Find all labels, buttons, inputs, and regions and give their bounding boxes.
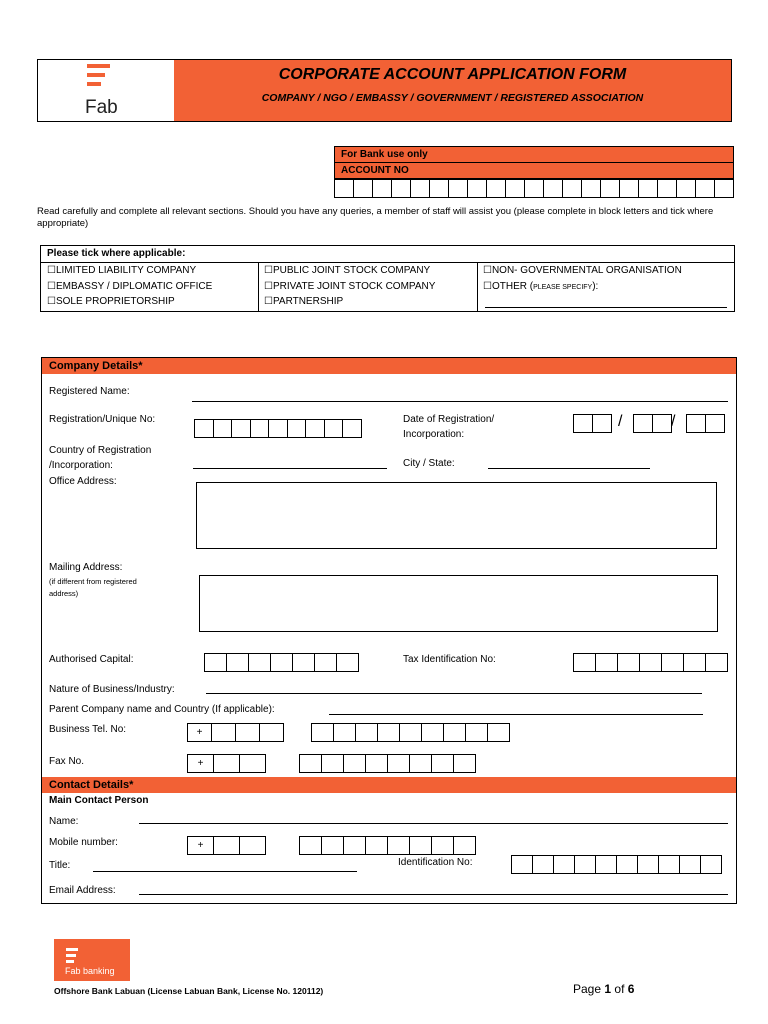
city-field[interactable] bbox=[488, 468, 650, 469]
tel-num-cell[interactable] bbox=[377, 723, 400, 742]
id-cells-cell[interactable] bbox=[700, 855, 722, 874]
fab-logo-icon-bar3 bbox=[87, 82, 101, 86]
date-reg-label-2: Incorporation: bbox=[403, 429, 465, 440]
city-label: City / State: bbox=[403, 458, 455, 469]
parent-field[interactable] bbox=[329, 714, 703, 715]
tax-cells-cell[interactable] bbox=[639, 653, 662, 672]
tax-cells-cell[interactable] bbox=[595, 653, 618, 672]
tax-cells-cell[interactable] bbox=[573, 653, 596, 672]
acct-cells-cell[interactable] bbox=[543, 179, 563, 198]
nature-label: Nature of Business/Industry: bbox=[49, 684, 175, 695]
country-label-1: Country of Registration bbox=[49, 445, 152, 456]
footer-logo-icon-bar2 bbox=[66, 954, 76, 957]
cap-cells-cell[interactable] bbox=[292, 653, 315, 672]
mailing-note-2: address) bbox=[49, 589, 79, 598]
tel-num-cell[interactable] bbox=[465, 723, 488, 742]
registration-no-cells[interactable] bbox=[195, 419, 362, 438]
acct-cells-cell[interactable] bbox=[467, 179, 487, 198]
reg-cells-cell[interactable] bbox=[250, 419, 270, 438]
tax-id-label: Tax Identification No: bbox=[403, 654, 496, 665]
reg-cells-cell[interactable] bbox=[268, 419, 288, 438]
footer-logo-icon-bar3 bbox=[66, 960, 74, 963]
country-label-2: /Incorporation: bbox=[49, 460, 113, 471]
id-cells-cell[interactable] bbox=[553, 855, 575, 874]
id-cells-cell[interactable] bbox=[616, 855, 638, 874]
date-year-cells[interactable] bbox=[687, 414, 725, 433]
title-field[interactable] bbox=[93, 871, 357, 872]
mob-num-cell[interactable] bbox=[387, 836, 410, 855]
tel-number-cells[interactable] bbox=[312, 723, 510, 742]
mailing-address-field[interactable] bbox=[199, 575, 718, 632]
date-m-cell[interactable] bbox=[633, 414, 653, 433]
company-details-heading: Company Details* bbox=[42, 358, 736, 374]
fax-number-cells[interactable] bbox=[300, 754, 476, 773]
intro-text: Read carefully and complete all relevant sections. Should you have any queries, a member of staff will assist you (please complete in block letters and tick where appropriate) bbox=[37, 206, 714, 229]
tel-code-cell[interactable] bbox=[235, 723, 260, 742]
checkbox-llc[interactable]: ☐LIMITED LIABILITY COMPANY bbox=[47, 265, 197, 276]
fax-num-cell[interactable] bbox=[365, 754, 388, 773]
date-d-cell[interactable] bbox=[573, 414, 593, 433]
mob-num-cell[interactable] bbox=[453, 836, 476, 855]
tax-cells-cell[interactable] bbox=[661, 653, 684, 672]
email-label: Email Address: bbox=[49, 885, 116, 896]
tax-cells-cell[interactable] bbox=[705, 653, 728, 672]
fax-code-cell[interactable] bbox=[239, 754, 266, 773]
reg-cells-cell[interactable] bbox=[287, 419, 307, 438]
reg-cells-cell[interactable] bbox=[194, 419, 214, 438]
checkbox-sole-prop[interactable]: ☐SOLE PROPRIETORSHIP bbox=[47, 296, 175, 307]
acct-cells-cell[interactable] bbox=[334, 179, 354, 198]
checkbox-other[interactable] bbox=[483, 281, 598, 292]
header-logo-box bbox=[37, 59, 175, 122]
other-label-end: ): bbox=[592, 281, 599, 292]
acct-cells-cell[interactable] bbox=[505, 179, 525, 198]
footer-bank-info: Offshore Bank Labuan (License Labuan Bank, License No. 120112) bbox=[54, 986, 324, 996]
cap-cells-cell[interactable] bbox=[336, 653, 359, 672]
checkbox-private-jsc[interactable]: ☐PRIVATE JOINT STOCK COMPANY bbox=[264, 281, 436, 292]
acct-cells-cell[interactable] bbox=[524, 179, 544, 198]
main-contact-label: Main Contact Person bbox=[49, 795, 149, 806]
form-title: CORPORATE ACCOUNT APPLICATION FORM bbox=[278, 66, 627, 83]
id-cells-cell[interactable] bbox=[511, 855, 533, 874]
mob-num-cell[interactable] bbox=[299, 836, 322, 855]
account-no-label: ACCOUNT NO bbox=[335, 163, 733, 179]
registration-no-label: Registration/Unique No: bbox=[49, 414, 156, 425]
tel-code-cell[interactable] bbox=[211, 723, 236, 742]
acct-cells-cell[interactable] bbox=[429, 179, 449, 198]
checkbox-ngo[interactable]: ☐NON- GOVERNMENTAL ORGANISATION bbox=[483, 265, 682, 276]
reg-cells-cell[interactable] bbox=[324, 419, 344, 438]
mailing-note-1: (if different from registered bbox=[49, 577, 137, 586]
nature-field[interactable] bbox=[206, 693, 702, 694]
mailing-address-label: Mailing Address: bbox=[49, 562, 123, 573]
reg-cells-cell[interactable] bbox=[305, 419, 325, 438]
page-number: 1 bbox=[604, 982, 612, 996]
date-day-cells[interactable] bbox=[574, 414, 612, 433]
acct-cells-cell[interactable] bbox=[581, 179, 601, 198]
registered-name-label: Registered Name: bbox=[49, 386, 130, 397]
date-d-cell[interactable] bbox=[592, 414, 612, 433]
date-slash-1: / bbox=[618, 413, 623, 430]
acct-cells-cell[interactable] bbox=[714, 179, 734, 198]
office-address-label: Office Address: bbox=[49, 476, 117, 487]
date-month-cells[interactable] bbox=[634, 414, 672, 433]
tax-cells-cell[interactable] bbox=[617, 653, 640, 672]
reg-cells-cell[interactable] bbox=[231, 419, 251, 438]
acct-cells-cell[interactable] bbox=[410, 179, 430, 198]
date-y-cell[interactable] bbox=[705, 414, 725, 433]
footer-logo-icon bbox=[66, 948, 78, 951]
id-no-cells[interactable] bbox=[512, 855, 722, 874]
mobile-number-cells[interactable] bbox=[300, 836, 476, 855]
reg-cells-cell[interactable] bbox=[213, 419, 233, 438]
tel-num-cell[interactable] bbox=[421, 723, 444, 742]
tel-code-cell[interactable] bbox=[259, 723, 284, 742]
mob-num-cell[interactable] bbox=[321, 836, 344, 855]
title-label: Title: bbox=[49, 860, 71, 871]
capital-cells[interactable] bbox=[205, 653, 359, 672]
parent-label: Parent Company name and Country (If applicable): bbox=[49, 704, 275, 715]
fax-label: Fax No. bbox=[49, 756, 85, 767]
capital-label: Authorised Capital: bbox=[49, 654, 134, 665]
acct-cells-cell[interactable] bbox=[391, 179, 411, 198]
mobile-label: Mobile number: bbox=[49, 837, 118, 848]
acct-cells-cell[interactable] bbox=[638, 179, 658, 198]
fax-num-cell[interactable] bbox=[409, 754, 432, 773]
tel-label: Business Tel. No: bbox=[49, 724, 127, 735]
fax-code-cell[interactable]: + bbox=[187, 754, 214, 773]
id-cells-cell[interactable] bbox=[637, 855, 659, 874]
cap-cells-cell[interactable] bbox=[314, 653, 337, 672]
checkbox-partnership[interactable]: ☐PARTNERSHIP bbox=[264, 296, 344, 307]
fax-code-cells[interactable] bbox=[188, 754, 266, 773]
tel-num-cell[interactable] bbox=[311, 723, 334, 742]
acct-cells-cell[interactable] bbox=[486, 179, 506, 198]
cap-cells-cell[interactable] bbox=[226, 653, 249, 672]
footer-logo bbox=[54, 939, 130, 981]
id-no-label: Identification No: bbox=[398, 857, 473, 868]
acct-cells-cell[interactable] bbox=[600, 179, 620, 198]
contact-name-label: Name: bbox=[49, 816, 79, 827]
page-indicator bbox=[573, 982, 634, 996]
tax-cells-cell[interactable] bbox=[683, 653, 706, 672]
id-cells-cell[interactable] bbox=[595, 855, 617, 874]
tel-num-cell[interactable] bbox=[333, 723, 356, 742]
fax-num-cell[interactable] bbox=[343, 754, 366, 773]
acct-cells-cell[interactable] bbox=[695, 179, 715, 198]
fab-logo-icon bbox=[87, 64, 110, 68]
tax-id-cells[interactable] bbox=[574, 653, 728, 672]
fax-num-cell[interactable] bbox=[299, 754, 322, 773]
tel-code-cell[interactable]: + bbox=[187, 723, 212, 742]
id-cells-cell[interactable] bbox=[574, 855, 596, 874]
fab-logo-icon-bar2 bbox=[87, 73, 105, 77]
office-address-field[interactable] bbox=[196, 482, 717, 549]
tel-code-cells[interactable] bbox=[188, 723, 284, 742]
mob-num-cell[interactable] bbox=[365, 836, 388, 855]
page-total: 6 bbox=[627, 982, 635, 996]
fax-num-cell[interactable] bbox=[453, 754, 476, 773]
contact-name-field[interactable] bbox=[139, 823, 728, 824]
id-cells-cell[interactable] bbox=[658, 855, 680, 874]
acct-cells-cell[interactable] bbox=[657, 179, 677, 198]
cap-cells-cell[interactable] bbox=[270, 653, 293, 672]
acct-cells-cell[interactable] bbox=[676, 179, 696, 198]
email-field[interactable] bbox=[139, 894, 728, 895]
tick-heading: Please tick where applicable: bbox=[41, 246, 734, 263]
mob-code-cell[interactable] bbox=[239, 836, 266, 855]
date-reg-label-1: Date of Registration/ bbox=[403, 414, 495, 425]
other-specify-line[interactable] bbox=[485, 307, 727, 308]
tel-num-cell[interactable] bbox=[487, 723, 510, 742]
bank-use-title: For Bank use only bbox=[335, 147, 733, 163]
mobile-code-cells[interactable] bbox=[188, 836, 266, 855]
other-label: ☐OTHER ( bbox=[483, 281, 534, 292]
acct-cells-cell[interactable] bbox=[448, 179, 468, 198]
acct-cells-cell[interactable] bbox=[353, 179, 373, 198]
bank-use-box bbox=[334, 146, 734, 198]
checkbox-embassy[interactable]: ☐EMBASSY / DIPLOMATIC OFFICE bbox=[47, 281, 213, 292]
date-m-cell[interactable] bbox=[652, 414, 672, 433]
acct-cells-cell[interactable] bbox=[372, 179, 392, 198]
id-cells-cell[interactable] bbox=[532, 855, 554, 874]
contact-details-heading: Contact Details* bbox=[42, 777, 736, 793]
date-y-cell[interactable] bbox=[686, 414, 706, 433]
account-no-cells[interactable] bbox=[335, 179, 734, 198]
registered-name-field[interactable] bbox=[192, 401, 728, 402]
country-field[interactable] bbox=[193, 468, 387, 469]
mob-num-cell[interactable] bbox=[343, 836, 366, 855]
fax-num-cell[interactable] bbox=[431, 754, 454, 773]
details-box bbox=[41, 357, 737, 904]
mob-num-cell[interactable] bbox=[409, 836, 432, 855]
checkbox-public-jsc[interactable]: ☐PUBLIC JOINT STOCK COMPANY bbox=[264, 265, 431, 276]
mob-code-cell[interactable]: + bbox=[187, 836, 214, 855]
id-cells-cell[interactable] bbox=[679, 855, 701, 874]
header-title-box bbox=[174, 59, 732, 122]
cap-cells-cell[interactable] bbox=[204, 653, 227, 672]
fax-num-cell[interactable] bbox=[321, 754, 344, 773]
mob-num-cell[interactable] bbox=[431, 836, 454, 855]
tel-num-cell[interactable] bbox=[355, 723, 378, 742]
date-slash-2: / bbox=[671, 413, 676, 430]
page-label: Page bbox=[573, 982, 602, 996]
tel-num-cell[interactable] bbox=[443, 723, 466, 742]
acct-cells-cell[interactable] bbox=[562, 179, 582, 198]
cap-cells-cell[interactable] bbox=[248, 653, 271, 672]
mob-code-cell[interactable] bbox=[213, 836, 240, 855]
other-specify-label: PLEASE SPECIFY bbox=[533, 284, 593, 291]
logo-text: Fab bbox=[85, 97, 118, 118]
entity-type-box bbox=[40, 245, 735, 312]
acct-cells-cell[interactable] bbox=[619, 179, 639, 198]
fax-code-cell[interactable] bbox=[213, 754, 240, 773]
page-of: of bbox=[614, 982, 625, 996]
fax-num-cell[interactable] bbox=[387, 754, 410, 773]
tel-num-cell[interactable] bbox=[399, 723, 422, 742]
footer-logo-text: Fab banking bbox=[65, 966, 115, 976]
form-subtitle: COMPANY / NGO / EMBASSY / GOVERNMENT / REGISTERED ASSOCIATION bbox=[261, 92, 644, 104]
reg-cells-cell[interactable] bbox=[342, 419, 362, 438]
